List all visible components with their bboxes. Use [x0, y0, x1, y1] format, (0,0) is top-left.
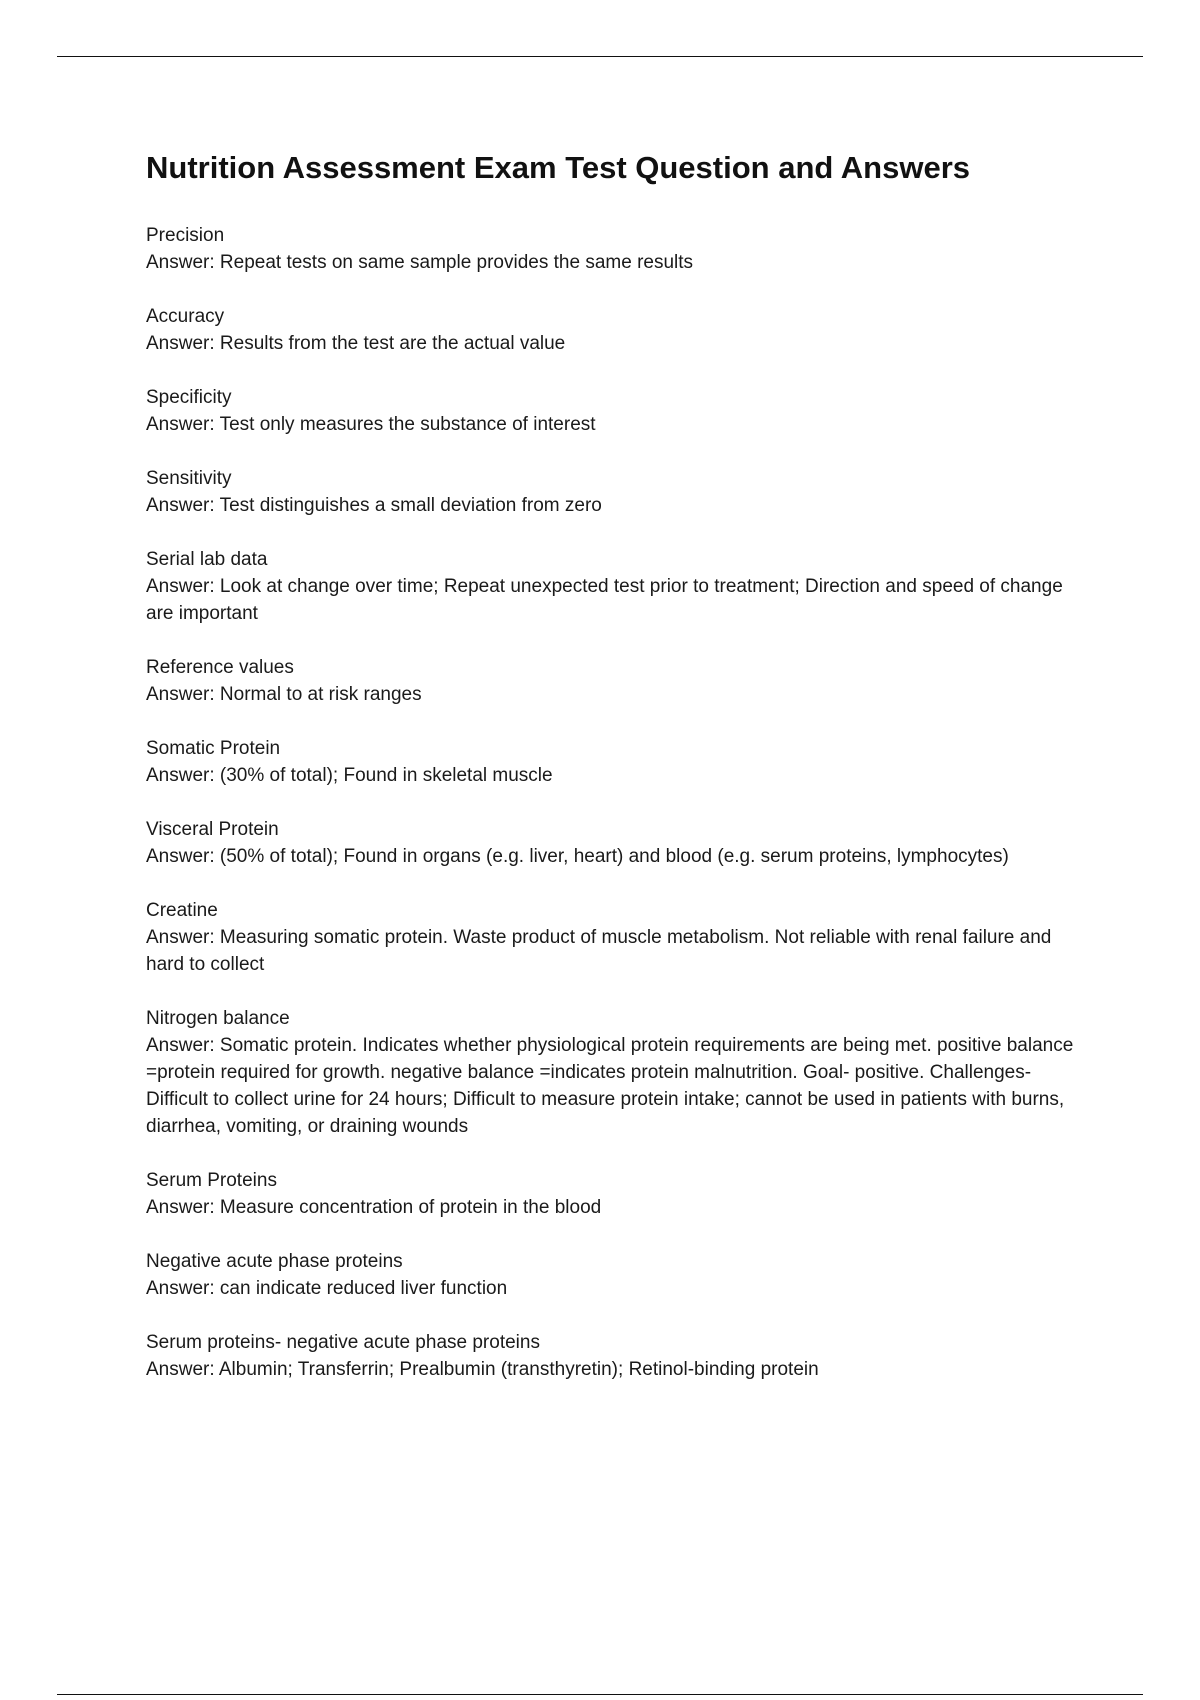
question-term: Specificity	[146, 387, 232, 408]
answer-text: Answer: (50% of total); Found in organs (e.g. liver, heart) and blood (e.g. serum proteins, lymphocytes)	[146, 846, 1009, 867]
question-term: Nitrogen balance	[146, 1008, 290, 1029]
qa-item	[146, 816, 1086, 870]
question-term: Somatic Protein	[146, 738, 281, 759]
question-term: Serial lab data	[146, 549, 268, 570]
question-term: Sensitivity	[146, 468, 232, 489]
qa-item	[146, 222, 1086, 276]
qa-item	[146, 465, 1086, 519]
answer-text: Answer: (30% of total); Found in skeletal muscle	[146, 765, 553, 786]
document-title: Nutrition Assessment Exam Test Question and Answers	[146, 150, 970, 185]
answer-text: Answer: Somatic protein. Indicates whether physiological protein requirements are being met. positive balance =protein required for growth. negative balance =indicates protein malnutrition. Goal- positive. Challenges- Difficult to collect urine for 24 hours; Difficult to measure protein intake; cannot be used in patients with burns, diarrhea, vomiting, or draining wounds	[146, 1035, 1074, 1137]
qa-item	[146, 303, 1086, 357]
footer-rule	[57, 1694, 1143, 1695]
answer-text: Answer: Albumin; Transferrin; Prealbumin (transthyretin); Retinol-binding protein	[146, 1359, 819, 1380]
qa-item	[146, 384, 1086, 438]
question-term: Visceral Protein	[146, 819, 279, 840]
answer-text: Answer: Test distinguishes a small deviation from zero	[146, 495, 602, 516]
answer-text: Answer: Results from the test are the actual value	[146, 333, 566, 354]
document-body	[146, 148, 1086, 1410]
qa-item	[146, 546, 1086, 627]
header-rule	[57, 56, 1143, 57]
qa-item	[146, 654, 1086, 708]
answer-text: Answer: Measuring somatic protein. Waste product of muscle metabolism. Not reliable with renal failure and hard to collect	[146, 927, 1052, 975]
qa-item	[146, 897, 1086, 978]
qa-item	[146, 1005, 1086, 1140]
question-term: Accuracy	[146, 306, 225, 327]
qa-item	[146, 1329, 1086, 1383]
answer-text: Answer: Measure concentration of protein in the blood	[146, 1197, 602, 1218]
qa-list	[146, 222, 1086, 1383]
qa-item	[146, 735, 1086, 789]
question-term: Negative acute phase proteins	[146, 1251, 403, 1272]
qa-item	[146, 1248, 1086, 1302]
answer-text: Answer: Repeat tests on same sample provides the same results	[146, 252, 694, 273]
answer-text: Answer: Test only measures the substance of interest	[146, 414, 596, 435]
answer-text: Answer: can indicate reduced liver function	[146, 1278, 508, 1299]
answer-text: Answer: Normal to at risk ranges	[146, 684, 422, 705]
question-term: Creatine	[146, 900, 218, 921]
question-term: Reference values	[146, 657, 294, 678]
question-term: Serum proteins- negative acute phase proteins	[146, 1332, 540, 1353]
question-term: Precision	[146, 225, 225, 246]
qa-item	[146, 1167, 1086, 1221]
answer-text: Answer: Look at change over time; Repeat unexpected test prior to treatment; Direction and speed of change are important	[146, 576, 1063, 624]
question-term: Serum Proteins	[146, 1170, 277, 1191]
